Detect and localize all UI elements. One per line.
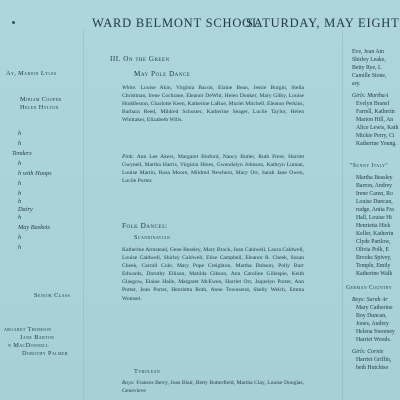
left-item: Miriam Cooper xyxy=(20,96,62,103)
german-boys-label: Boys: Sarah Ar xyxy=(352,297,388,303)
right-line: Barron, Andrey xyxy=(356,183,393,189)
girls-label: Girls: MarthaA xyxy=(352,93,389,99)
left-item: argaret Thomson xyxy=(4,326,52,333)
left-item: Senior Class xyxy=(34,292,71,299)
right-line: Katherine Young. xyxy=(356,141,397,147)
right-line: Harriet Griffin, xyxy=(356,357,392,363)
pink-names: Ann Lee Akers, Margaret Binford, Nancy Butler, Ruth Frere, Harriet Gwynell, Martha Harris, Virginia Hines, Gwendolyn Johnson, Kathryn Luman, Louise Martin, Rosa Moore, Mildred Newhern, Mary Orr, Sarah Jane Owen, Lucile Porter. xyxy=(122,154,304,185)
scandinavian-paragraph xyxy=(122,246,304,303)
fold-line-right xyxy=(342,30,343,400)
right-line: Jones, Audrey xyxy=(356,321,389,327)
boys-names: Frances Berry, Jean Blair, Betty Butterfield, Martha Clay, Louise Douglas, Genevieve xyxy=(122,380,304,395)
right-line: Keller, Katherin xyxy=(356,231,394,237)
right-line: Hall, Louise Hi xyxy=(356,215,392,221)
scandinavian-names: Katherine Armstead, Gene Beasley, Mary Brock, Jean Caldwell, Laura Caldwell, Louise Caldwell, Shirley Caldwell, Elise Campbell, Eleanor R. Cheek, Susan Cheek, Carroll Cole, Mary Pope Creighton, Martha Dobson, Polly Burr Edwards, Dorothy Ellison, Matilda Gibson, Ann Caroline Gillespie, Keith Glasgow, Elaine Haile, Margaret McEwen, Harriet Orr, Jaquelyn Porter, Ann Porter, Jean Porter, Henrietta Roth, Anne Townsend, Shelly Welch, Emma Womsel. xyxy=(122,247,304,302)
right-line: Helena Sweeney xyxy=(356,329,395,335)
right-line: Katherine Walk xyxy=(356,271,393,277)
right-line: Camille Stone, xyxy=(352,73,387,79)
page-header xyxy=(0,14,400,32)
right-line: Harriet Woods. xyxy=(356,337,392,343)
left-item: Dorothy Palmer xyxy=(22,350,68,357)
german-country-title: German Country xyxy=(346,285,392,291)
maypole-title: May Pole Dance xyxy=(134,70,191,78)
left-item: h xyxy=(18,180,22,187)
left-item: h xyxy=(18,214,22,221)
left-item: h xyxy=(18,130,22,137)
left-item: h xyxy=(18,190,22,197)
left-item: Dairy xyxy=(18,206,33,213)
right-line: Mickie Perry, Ci xyxy=(356,133,395,139)
left-item: h with Hoops xyxy=(18,170,52,177)
right-line: Marion Hill, An xyxy=(356,117,394,123)
white-label: White. xyxy=(122,85,137,91)
right-line: Eve, Jean Am xyxy=(352,49,385,55)
left-item: h xyxy=(18,140,22,147)
right-line: rudge, Anita Fra xyxy=(356,207,394,213)
left-item: Tenders xyxy=(12,150,32,157)
maypole-white-paragraph xyxy=(122,84,304,124)
left-item: May Baskets xyxy=(18,224,50,231)
folk-dances-title: Folk Dances: xyxy=(122,222,168,230)
right-line: Olivia Polk, E xyxy=(356,247,390,253)
maypole-pink-paragraph xyxy=(122,153,304,185)
left-item: Jane Barton xyxy=(20,334,55,341)
right-line: Irene Caren, Ro xyxy=(356,191,393,197)
bullet-mark xyxy=(12,21,15,24)
left-item: n MacDonnell xyxy=(8,342,49,349)
right-line: Martha Beasley xyxy=(356,175,393,181)
right-line: ary. xyxy=(352,81,361,87)
right-line: Temple, Emily xyxy=(356,263,391,269)
left-item: h xyxy=(18,244,22,251)
white-names: Louise Akin, Virginia Bacon, Elaine Bean, Jessie Burgin, Stella Christman, Irene Cochrane, Eleanor DeWitt, Helen Donker, Mary Gilby, Louise Huddleston, Charlotte Keen, Katherine LaRue, Muriel Mitchell, Eleanor Perkins, Barbara Reed, Mildred Schuster, Katherine Seager, Lucile Taylor, Helen Whittaker, Elizabeth Wills. xyxy=(122,85,304,124)
school-name: WARD BELMONT SCHOOL xyxy=(92,16,261,30)
right-line: Betty Rye, L xyxy=(352,65,382,71)
right-line: Shirley Leake, xyxy=(352,57,386,63)
german-girls-label: Girls: Cornie xyxy=(352,349,384,355)
right-line: Louise Duncan, xyxy=(356,199,393,205)
left-item: Ay, Marion Lyles xyxy=(6,70,57,77)
tyrolean-paragraph xyxy=(122,379,304,395)
right-line: Alice Lewis, Kath xyxy=(356,125,399,131)
left-item: h xyxy=(18,160,22,167)
section-title: III. On the Green xyxy=(110,55,170,63)
right-line: Clyde Partlow, xyxy=(356,239,391,245)
scandinavian-title: Scandinavian xyxy=(134,234,171,241)
right-line: Brooks Spivey, xyxy=(356,255,392,261)
tyrolean-title: Tyrolean xyxy=(134,368,161,375)
left-item: h xyxy=(18,234,22,241)
boys-label: Boys: xyxy=(122,380,135,386)
left-item: h xyxy=(18,198,22,205)
right-line: beth Hutchiso xyxy=(356,365,389,371)
event-date: SATURDAY, MAY EIGHT xyxy=(246,16,400,30)
left-item: Helen Hylton xyxy=(20,104,59,111)
fold-line-left xyxy=(83,30,84,400)
right-line: Henrietta Hick xyxy=(356,223,391,229)
right-line: Mary Catherine xyxy=(356,305,393,311)
pink-label: Pink: xyxy=(122,154,135,160)
right-line: Boy Duncan, xyxy=(356,313,387,319)
right-line: Farrell, Katherin xyxy=(356,109,395,115)
sunny-italy-title: "Sunny Italy" xyxy=(350,163,389,169)
right-line: Evelyn Bransf xyxy=(356,101,390,107)
